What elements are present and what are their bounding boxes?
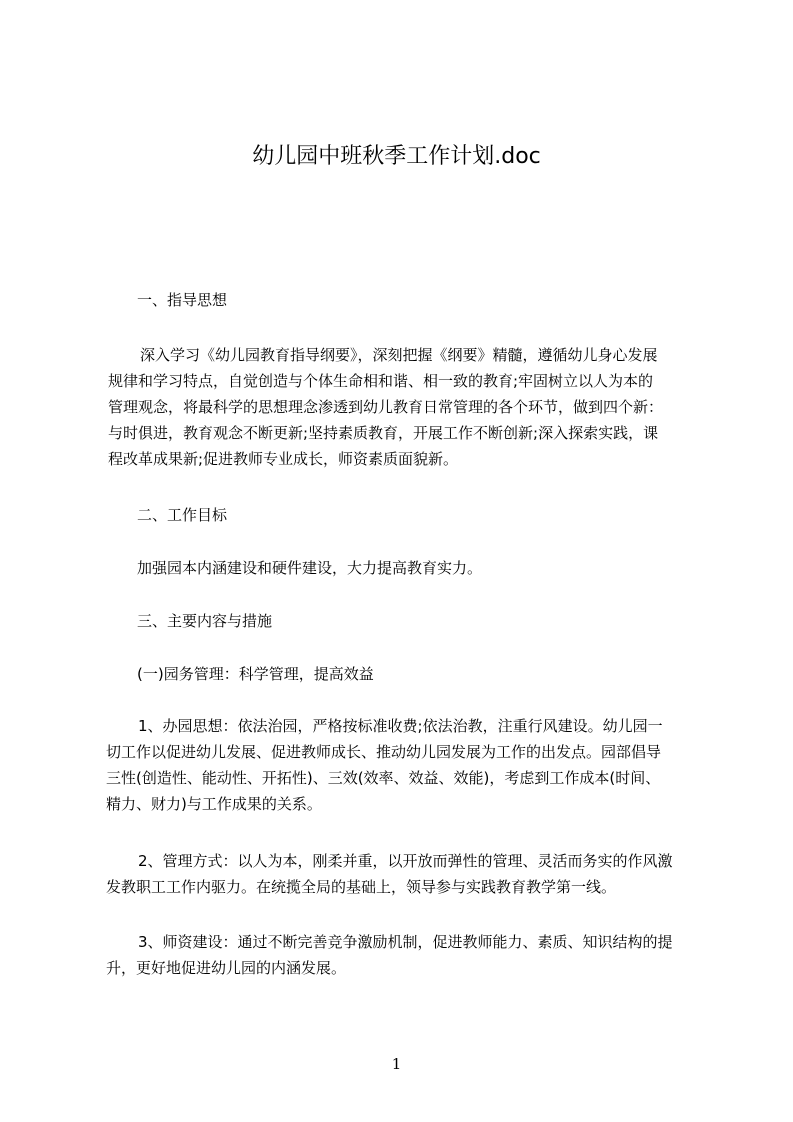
paragraph-item-2 bbox=[106, 848, 706, 900]
section-heading-guiding-ideology: 一、指导思想 bbox=[137, 291, 228, 309]
paragraph-line: 管理观念，将最科学的思想理念渗透到幼儿教育日常管理的各个环节，做到四个新： bbox=[108, 398, 664, 416]
paragraph-item-1 bbox=[106, 713, 706, 817]
paragraph-line: 精力、财力)与工作成果的关系。 bbox=[106, 795, 322, 813]
paragraph-item-3 bbox=[106, 929, 706, 981]
paragraph-line: 三性(创造性、能动性、开拓性)、三效(效率、效益、效能)，考虑到工作成本(时间、 bbox=[106, 769, 661, 787]
paragraph-line: 深入学习《幼儿园教育指导纲要》，深刻把握《纲要》精髓，遵循幼儿身心发展 bbox=[140, 346, 658, 364]
paragraph-line: 3、师资建设：通过不断完善竞争激励机制，促进教师能力、素质、知识结构的提 bbox=[138, 933, 673, 951]
paragraph-line: 规律和学习特点，自觉创造与个体生命相和谐、相一致的教育;牢固树立以人为本的 bbox=[108, 372, 654, 390]
paragraph-line: 2、管理方式：以人为本，刚柔并重，以开放而弹性的管理、灵活而务实的作风激 bbox=[138, 852, 673, 870]
paragraph-line: 发教职工工作内驱力。在统揽全局的基础上，领导参与实践教育教学第一线。 bbox=[106, 878, 617, 896]
paragraph-line: 与时俱进，教育观念不断更新;坚持素质教育，开展工作不断创新;深入探索实践，课 bbox=[108, 424, 659, 442]
paragraph-line: 程改革成果新;促进教师专业成长，师资素质面貌新。 bbox=[108, 450, 459, 468]
paragraph-guiding-ideology bbox=[108, 342, 708, 472]
section-heading-work-goals: 二、工作目标 bbox=[137, 506, 228, 524]
paragraph-line: 升，更好地促进幼儿园的内涵发展。 bbox=[106, 959, 347, 977]
section-heading-main-content: 三、主要内容与措施 bbox=[137, 612, 273, 630]
paragraph-line: 1、办园思想：依法治园，严格按标准收费;依法治教，注重行风建设。幼儿园一 bbox=[138, 717, 663, 735]
page-number: 1 bbox=[391, 1055, 402, 1073]
paragraph-line: 切工作以促进幼儿发展、促进教师成长、推动幼儿园发展为工作的出发点。园部倡导 bbox=[106, 743, 662, 761]
paragraph-work-goals: 加强园本内涵建设和硬件建设，大力提高教育实力。 bbox=[137, 559, 483, 577]
subsection-heading-park-management: (一)园务管理：科学管理，提高效益 bbox=[137, 665, 374, 683]
document-title: 幼儿园中班秋季工作计划.doc bbox=[252, 144, 541, 169]
